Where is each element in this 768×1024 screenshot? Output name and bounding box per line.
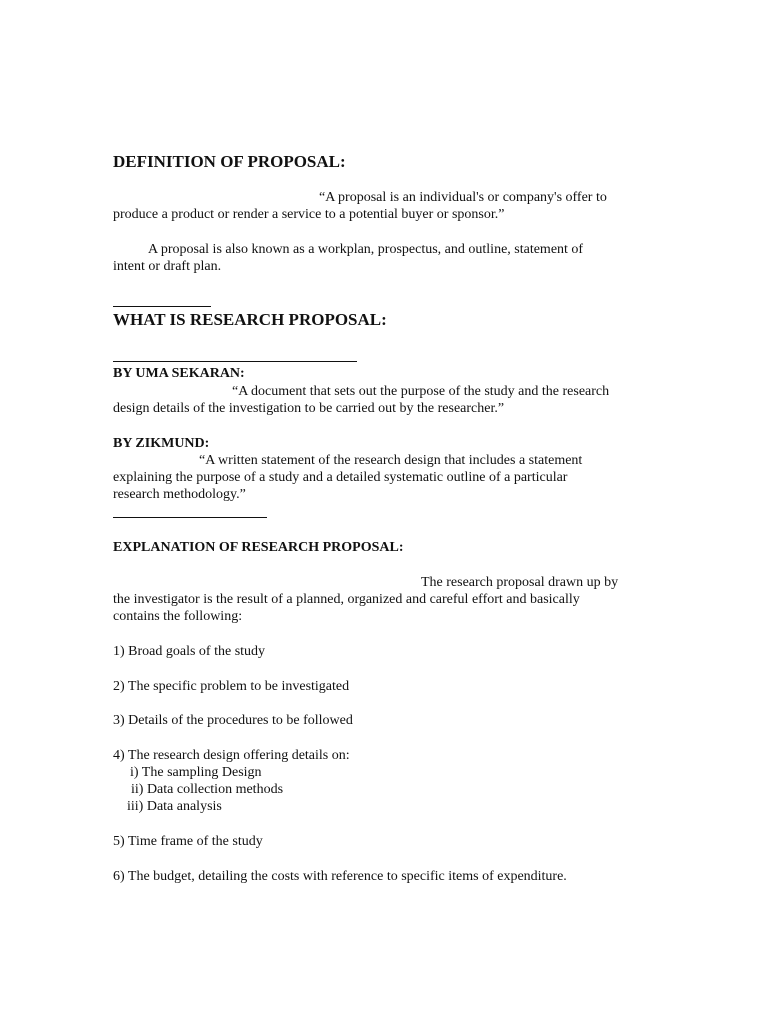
zikmund-definition: [113, 452, 653, 503]
definition-paragraph-line-1: A proposal is also known as a workplan, prospectus, and outline, statement of: [148, 242, 584, 257]
list-item-4: 4) The research design offering details on:: [113, 748, 350, 763]
research-proposal-heading: WHAT IS RESEARCH PROPOSAL:: [113, 310, 387, 329]
zikmund-heading: BY ZIKMUND:: [113, 436, 210, 451]
sekaran-heading: BY UMA SEKARAN:: [113, 366, 245, 381]
list-item-5: 5) Time frame of the study: [113, 834, 263, 849]
list-item-3: 3) Details of the procedures to be followed: [113, 713, 353, 728]
explanation-paragraph: [113, 574, 653, 625]
definition-paragraph: [113, 241, 653, 275]
list-item-6: 6) The budget, detailing the costs with reference to specific items of expenditure.: [113, 869, 567, 884]
zikmund-line-2: explaining the purpose of a study and a detailed systematic outline of a particular: [113, 470, 568, 485]
definition-paragraph-line-2: intent or draft plan.: [113, 259, 222, 274]
list-item-1: 1) Broad goals of the study: [113, 644, 266, 659]
definition-quote: [113, 189, 653, 223]
explanation-heading: EXPLANATION OF RESEARCH PROPOSAL:: [113, 540, 404, 555]
list-subitem-2: ii) Data collection methods: [131, 782, 284, 797]
sekaran-line-2: design details of the investigation to be carried out by the researcher.”: [113, 401, 505, 416]
definition-quote-line-1: “A proposal is an individual's or company's offer to: [319, 190, 607, 205]
zikmund-line-3: research methodology.”: [113, 487, 246, 502]
divider-rule-3: [113, 517, 267, 518]
zikmund-line-1: “A written statement of the research design that includes a statement: [199, 453, 583, 468]
list-item-2: 2) The specific problem to be investigated: [113, 679, 350, 694]
explanation-line-1: The research proposal drawn up by: [421, 575, 619, 590]
sekaran-line-1: “A document that sets out the purpose of the study and the research: [232, 384, 610, 399]
sekaran-definition: [113, 383, 653, 417]
definition-heading: DEFINITION OF PROPOSAL:: [113, 152, 346, 171]
divider-rule-1: [113, 306, 211, 307]
list-subitem-3: iii) Data analysis: [127, 799, 222, 814]
divider-rule-2: [113, 361, 357, 362]
list-subitem-1: i) The sampling Design: [130, 765, 262, 780]
explanation-line-3: contains the following:: [113, 609, 243, 624]
explanation-line-2: the investigator is the result of a planned, organized and careful effort and basically: [113, 592, 580, 607]
definition-quote-line-2: produce a product or render a service to a potential buyer or sponsor.”: [113, 207, 505, 222]
